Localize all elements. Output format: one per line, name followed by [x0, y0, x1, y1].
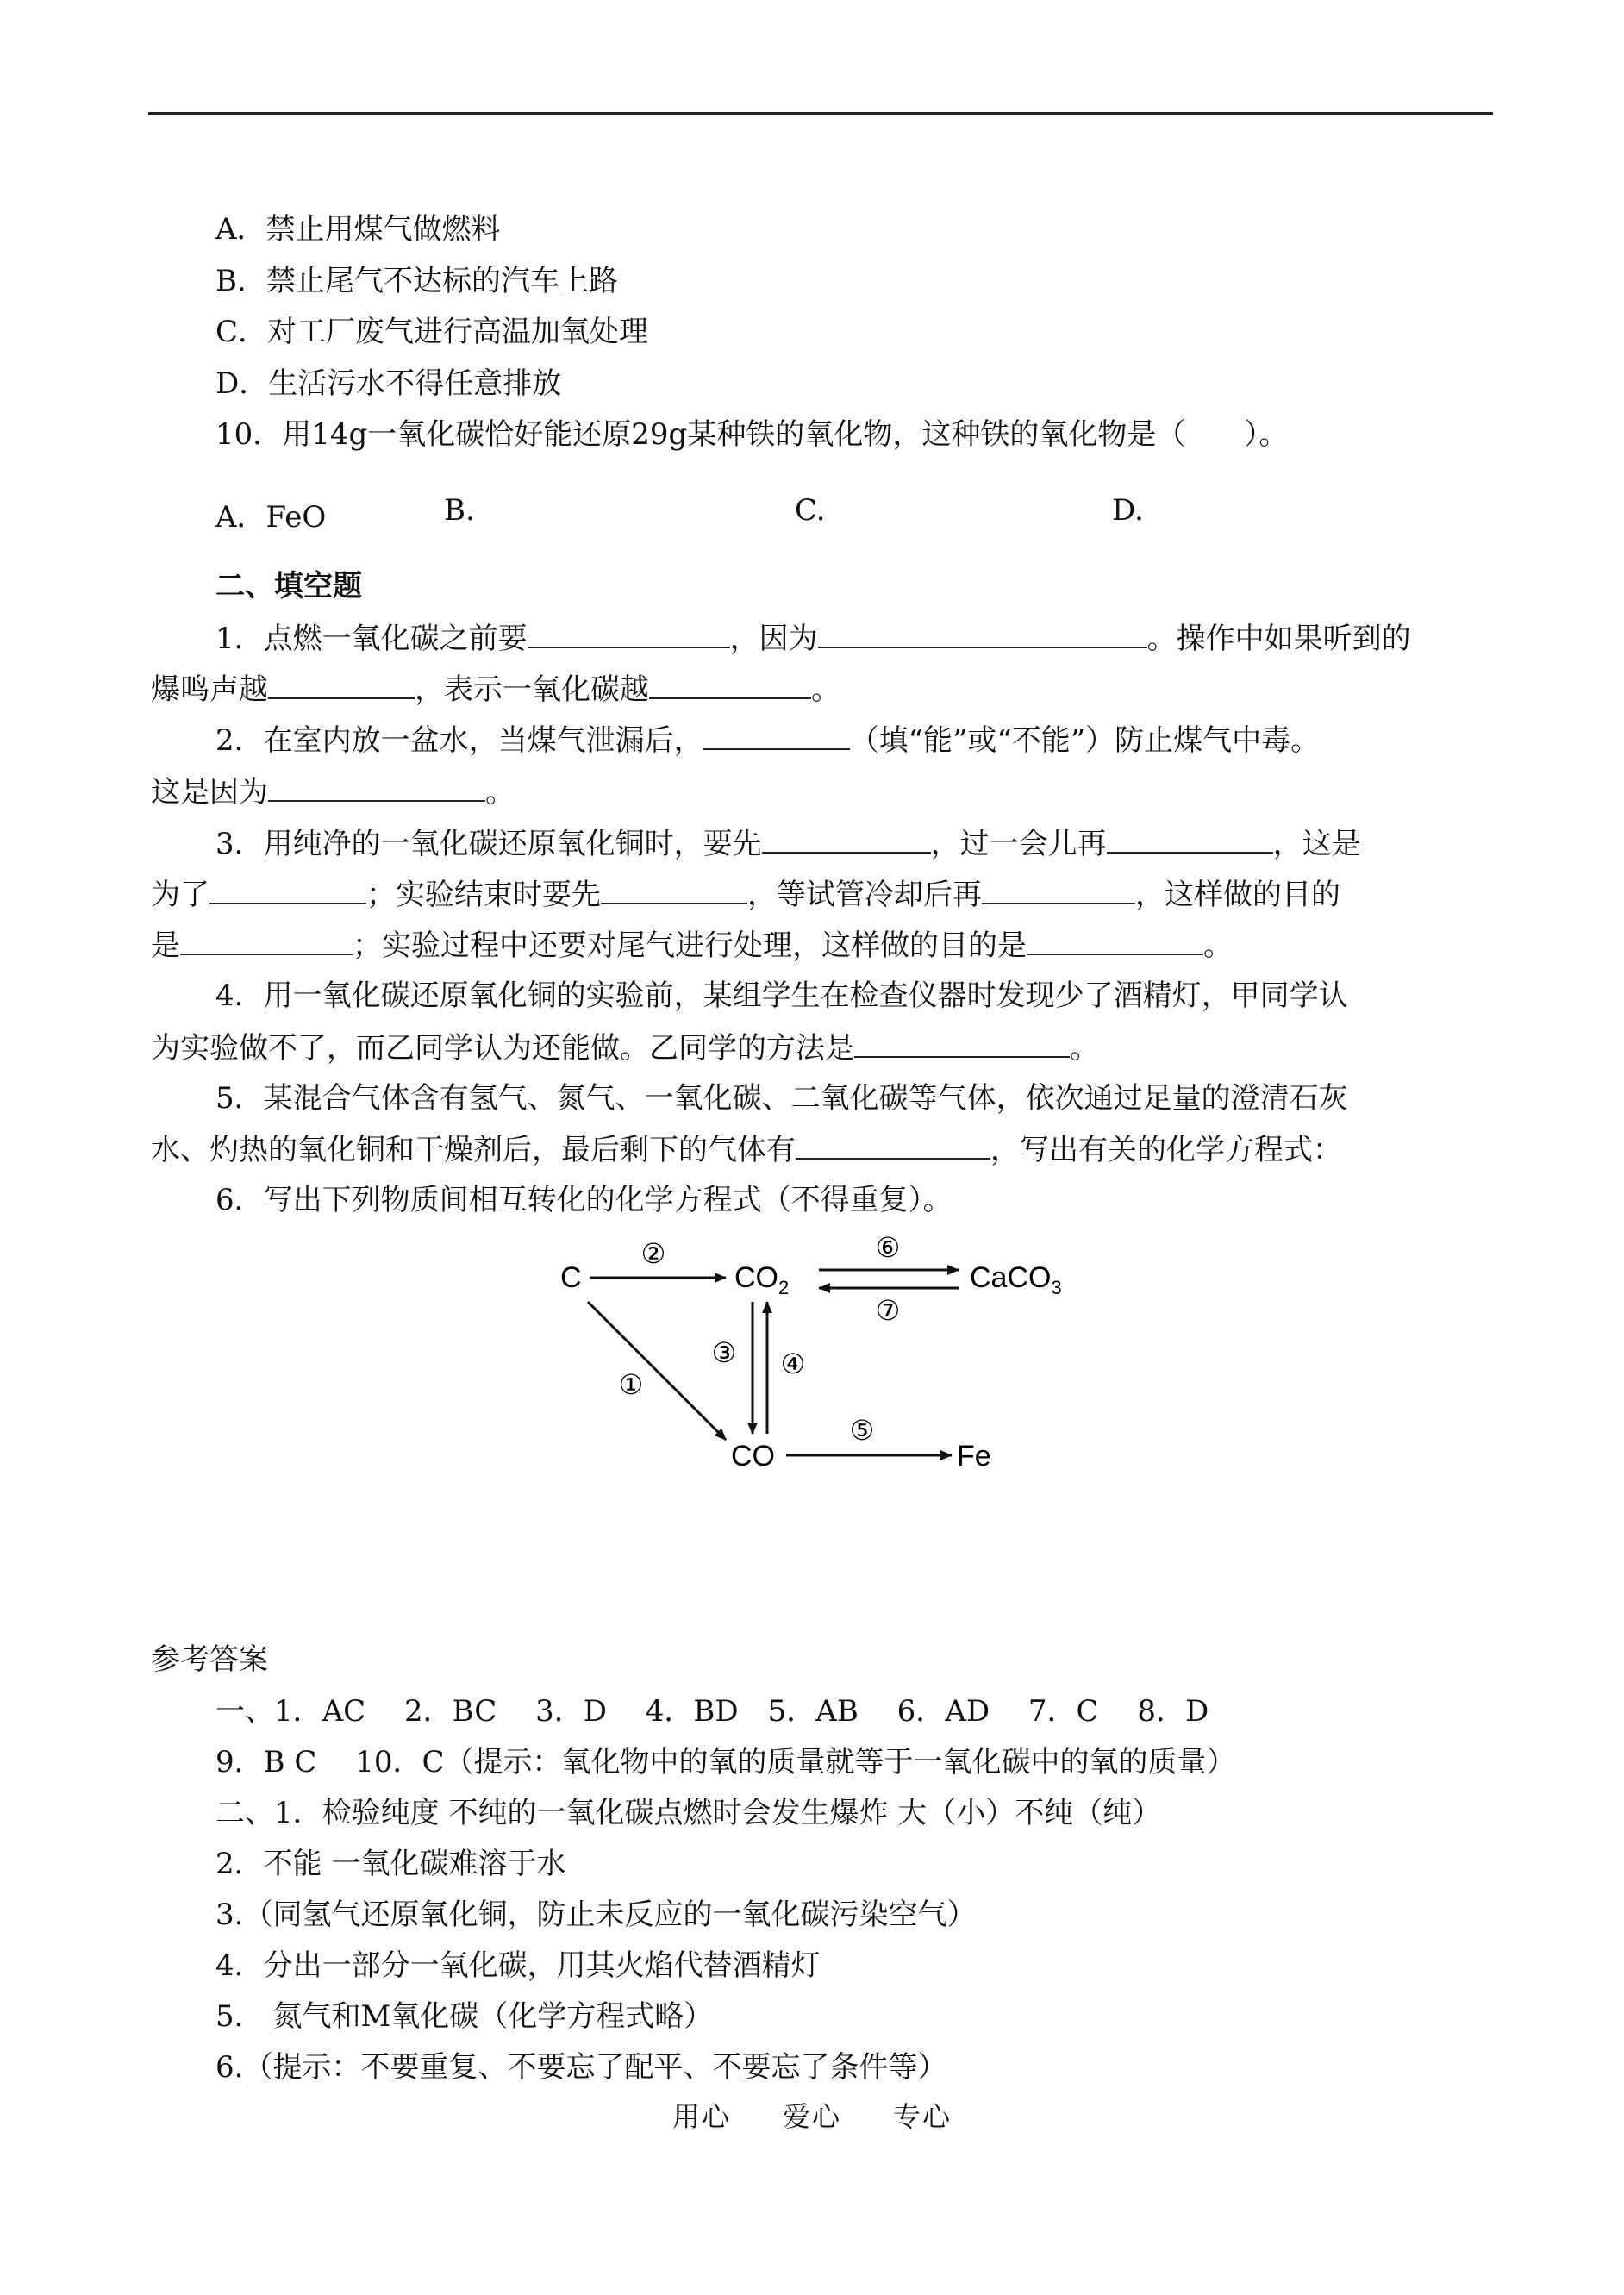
s2-q3-blank-3[interactable] [209, 877, 366, 904]
label-2: ② [640, 1238, 666, 1269]
node-co2-formula: CO [734, 1261, 778, 1294]
label-4: ④ [780, 1348, 806, 1379]
s2-q1-text: 。操作中如果听到的 [1146, 622, 1411, 656]
s2-q5-text: 水、灼热的氧化铜和干燥剂后，最后剩下的气体有 [151, 1133, 796, 1167]
s2-q5-blank-1[interactable] [796, 1132, 990, 1160]
s2-q4-text: 。 [1070, 1031, 1099, 1066]
s2-q1-text: ，表示一氧化碳越 [415, 672, 649, 707]
arrow-1 [588, 1302, 726, 1440]
answers-line-2: 9．B C 10．C（提示：氧化物中的氧的质量就等于一氧化碳中的氧的质量） [215, 1745, 1236, 1779]
s2-q2-blank-1[interactable] [703, 722, 850, 750]
label-5: ⑤ [849, 1415, 875, 1446]
q10-option-d: D. [1112, 493, 1144, 528]
q9-option-c: C．对工厂废气进行高温加氧处理 [215, 315, 649, 349]
s2-q3-line3 [151, 928, 1233, 963]
q9-option-a: A．禁止用煤气做燃料 [215, 212, 501, 247]
s2-q4-line2 [151, 1030, 1099, 1066]
s2-q2-line1 [215, 722, 1320, 758]
node-c: C [560, 1261, 582, 1294]
s2-q3-text: 是 [151, 929, 180, 963]
s2-q3-line1 [215, 826, 1361, 861]
s2-q3-text: ，这样做的目的 [1135, 878, 1340, 912]
s2-q3-blank-1[interactable] [762, 826, 931, 854]
s2-q1-blank-2[interactable] [818, 621, 1147, 648]
page-footer [0, 2095, 1624, 2135]
footer-word-3: 专心 [893, 2100, 953, 2133]
node-co2 [734, 1261, 789, 1298]
s2-q3-blank-6[interactable] [180, 928, 353, 955]
answers-line-6: 4．分出一部分一氧化碳，用其火焰代替酒精灯 [215, 1948, 821, 1983]
answers-line-4: 2．不能 一氧化碳难溶于水 [215, 1847, 566, 1881]
s2-q1-text: ，因为 [729, 622, 818, 656]
q9-option-d: D．生活污水不得任意排放 [215, 366, 562, 401]
s2-q2-line2 [151, 774, 515, 810]
node-caco3 [970, 1261, 1062, 1298]
s2-q5-line1: 5．某混合气体含有氢气、氮气、一氧化碳、二氧化碳等气体，依次通过足量的澄清石灰 [215, 1081, 1348, 1116]
s2-q1-blank-4[interactable] [649, 672, 811, 699]
s2-q4-line1: 4．用一氧化碳还原氧化铜的实验前，某组学生在检查仪器时发现少了酒精灯，甲同学认 [215, 979, 1348, 1013]
node-fe: Fe [957, 1440, 991, 1473]
s2-q2-text: （填“能”或“不能”）防止煤气中毒。 [849, 723, 1321, 758]
s2-q2-text: 。 [485, 775, 515, 810]
s2-q2-text: 这是因为 [151, 775, 268, 810]
s2-q1-text: 。 [811, 672, 840, 707]
answers-title: 参考答案 [151, 1642, 268, 1677]
s2-q4-blank-1[interactable] [854, 1030, 1070, 1058]
s2-q4-text: 为实验做不了，而乙同学认为还能做。乙同学的方法是 [151, 1031, 854, 1066]
s2-q3-blank-7[interactable] [1027, 928, 1203, 955]
header-rule [148, 112, 1493, 115]
s2-q1-blank-1[interactable] [528, 621, 730, 648]
s2-q3-text: ；实验结束时要先 [366, 878, 601, 912]
s2-q3-line2 [151, 877, 1340, 912]
answers-line-1: 一、1．AC 2．BC 3．D 4．BD 5．AB 6．AD 7．C 8．D [215, 1694, 1209, 1729]
s2-q1-line1 [215, 621, 1411, 656]
s2-q3-blank-4[interactable] [601, 877, 747, 904]
q10-option-c: C. [795, 493, 826, 528]
label-7: ⑦ [875, 1295, 901, 1326]
answers-line-8: 6.（提示：不要重复、不要忘了配平、不要忘了条件等） [215, 2050, 947, 2085]
s2-q3-text: ，过一会儿再 [930, 827, 1107, 861]
s2-q3-blank-2[interactable] [1107, 826, 1273, 854]
answers-line-7: 5． 氮气和M氧化碳（化学方程式略） [215, 1999, 714, 2034]
s2-q3-text: 。 [1203, 929, 1233, 963]
node-caco3-subscript: 3 [1051, 1277, 1062, 1298]
conversion-diagram [517, 1224, 1121, 1491]
answers-line-3: 二、1．检验纯度 不纯的一氧化碳点燃时会发生爆炸 大（小）不纯（纯） [215, 1796, 1162, 1830]
s2-q2-text: 2．在室内放一盆水，当煤气泄漏后， [215, 723, 703, 758]
q10-option-a: A．FeO [215, 500, 327, 535]
s2-q1-line2 [151, 672, 840, 707]
s2-q5-line2 [151, 1132, 1342, 1167]
s2-q3-text: ，等试管冷却后再 [747, 878, 982, 912]
q10-stem: 10．用14g一氧化碳恰好能还原29g某种铁的氧化物，这种铁的氧化物是（ ）。 [215, 417, 1289, 452]
node-caco3-formula: CaCO [970, 1261, 1052, 1294]
node-co2-subscript: 2 [778, 1277, 790, 1298]
s2-q3-text: ；实验过程中还要对尾气进行处理，这样做的目的是 [353, 929, 1027, 963]
footer-word-1: 用心 [671, 2100, 731, 2133]
label-3: ③ [711, 1337, 737, 1368]
s2-q5-text: ，写出有关的化学方程式： [990, 1133, 1342, 1167]
node-co: CO [731, 1440, 775, 1473]
q9-option-b: B．禁止尾气不达标的汽车上路 [215, 264, 618, 298]
q10-option-b: B. [444, 493, 475, 528]
s2-q3-text: ，这是 [1272, 827, 1361, 861]
section2-title: 二、填空题 [215, 569, 362, 603]
s2-q6-text: 6．写出下列物质间相互转化的化学方程式（不得重复）。 [215, 1183, 953, 1217]
s2-q3-text: 3．用纯净的一氧化碳还原氧化铜时，要先 [215, 827, 762, 861]
s2-q1-text: 1．点燃一氧化碳之前要 [215, 622, 528, 656]
s2-q3-text: 为了 [151, 878, 209, 912]
s2-q3-blank-5[interactable] [982, 877, 1135, 904]
label-1: ① [618, 1369, 644, 1400]
s2-q2-blank-2[interactable] [268, 774, 485, 802]
answers-line-5: 3.（同氢气还原氧化铜，防止未反应的一氧化碳污染空气） [215, 1898, 977, 1932]
label-6: ⑥ [875, 1232, 901, 1263]
s2-q1-text: 爆鸣声越 [151, 672, 268, 707]
footer-word-2: 爱心 [782, 2100, 841, 2133]
s2-q1-blank-3[interactable] [268, 672, 415, 699]
